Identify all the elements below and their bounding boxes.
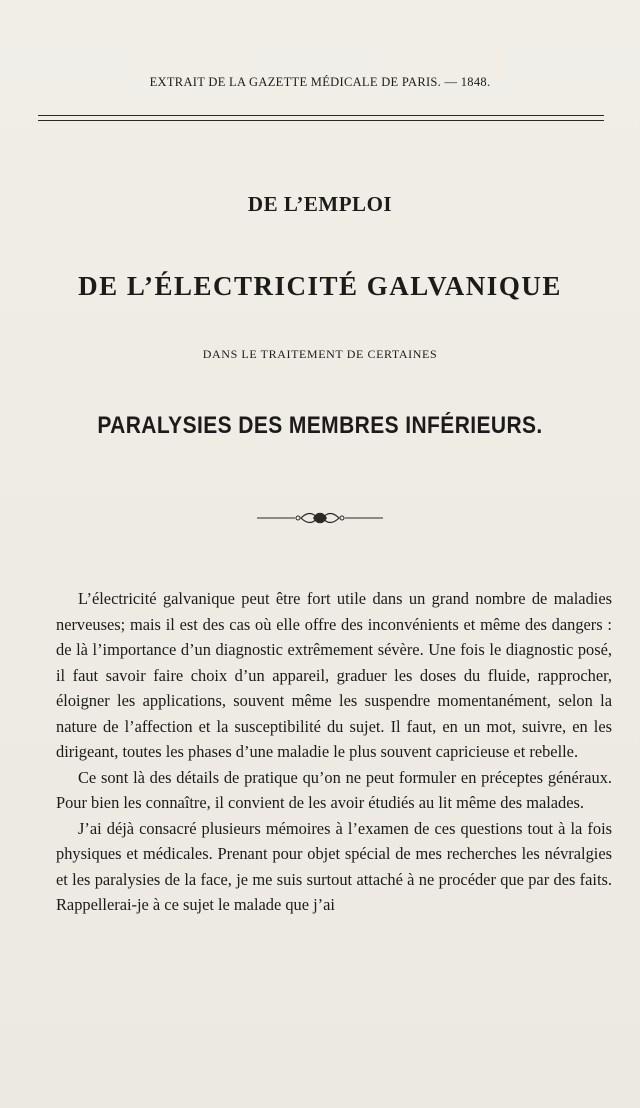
body-text: [56, 586, 612, 918]
running-header: EXTRAIT DE LA GAZETTE MÉDICALE DE PARIS. — 1848.: [149, 75, 491, 89]
paragraph-2: Ce sont là des détails de pratique qu’on ne peut formuler en préceptes généraux. Pour bien les connaître, il convient de les avoir étudiés au lit même des malades.: [56, 767, 612, 812]
title-line-1: DE L’EMPLOI: [247, 192, 393, 216]
paragraph-3: J’ai déjà consacré plusieurs mémoires à l’examen de ces questions tout à la fois physiques et médicales. Prenant pour objet spécial de mes recherches les névralgies et les paralysies de la face, je me suis surtout attaché à ne procéder que par des faits. Rappellerai-je à ce sujet le malade que j’ai: [56, 818, 612, 914]
header-double-rule: [38, 115, 604, 121]
title-line-3: DANS LE TRAITEMENT DE CERTAINES: [202, 347, 438, 361]
fleuron-ornament-icon: [257, 508, 383, 528]
title-line-4: PARALYSIES DES MEMBRES INFÉRIEURS.: [97, 412, 543, 439]
paragraph-1: L’électricité galvanique peut être fort utile dans un grand nombre de maladies nerveuses; mais il est des cas où elle offre des inconvénients et même des dangers : de là l’importance d’un diagnostic extrêmement sévère. Une fois le diagnostic posé, il faut savoir faire choix d’un appareil, graduer les doses du fluide, rapprocher, éloigner les applications, souvent même les suspendre momentanément, selon la nature de l’affection et la susceptibilité du sujet. Il faut, en un mot, suivre, en les dirigeant, toutes les phases d’une maladie le plus souvent capricieuse et rebelle.: [56, 589, 612, 761]
title-line-2: DE L’ÉLECTRICITÉ GALVANIQUE: [78, 271, 562, 301]
